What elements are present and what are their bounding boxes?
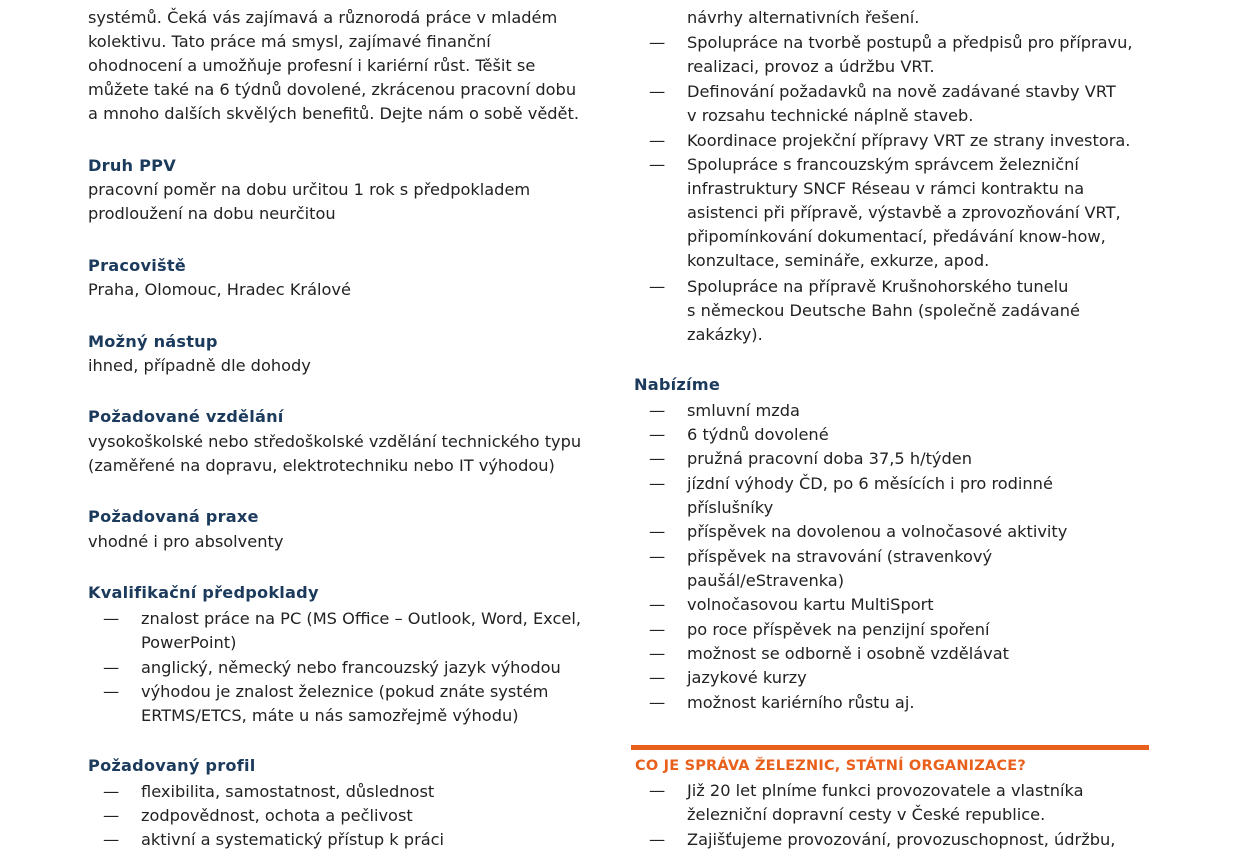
dash-bullet: — (649, 277, 666, 296)
dash-bullet: — (649, 595, 666, 614)
nastup-value: ihned, případně dle dohody (88, 356, 311, 375)
praxe-value: vhodné i pro absolventy (88, 532, 284, 551)
kvalifikace-heading: Kvalifikační předpoklady (88, 583, 319, 602)
dash-bullet: — (649, 522, 666, 541)
dash-bullet: — (103, 830, 120, 849)
dash-bullet: — (103, 806, 120, 825)
intro-line: můžete také na 6 týdnů dovolené, zkrácenou pracovní dobu (88, 80, 577, 99)
druh-ppv-value: prodloužení na dobu neurčitou (88, 204, 336, 223)
druh-ppv-heading: Druh PPV (88, 156, 176, 175)
vzdelani-value: vysokoškolské nebo středoškolské vzdělání technického typu (88, 432, 582, 451)
dash-bullet: — (649, 449, 666, 468)
pracoviste-heading: Pracoviště (88, 256, 186, 275)
intro-line: ohodnocení a umožňuje profesní i kariérní růst. Těšit se (88, 56, 536, 75)
dash-bullet: — (649, 425, 666, 444)
druh-ppv-value: pracovní poměr na dobu určitou 1 rok s předpokladem (88, 180, 531, 199)
vzdelani-value: (zaměřené na dopravu, elektrotechniku nebo IT výhodou) (88, 456, 555, 475)
pracoviste-value: Praha, Olomouc, Hradec Králové (88, 280, 351, 299)
nastup-heading: Možný nástup (88, 332, 218, 351)
dash-bullet: — (649, 401, 666, 420)
co-je-heading: CO JE SPRÁVA ŽELEZNIC, STÁTNÍ ORGANIZACE? (635, 758, 1026, 774)
dash-bullet: — (103, 658, 120, 677)
napln-fragment: návrhy alternativních řešení. (687, 8, 920, 27)
dash-bullet: — (649, 33, 666, 52)
dash-bullet: — (649, 155, 666, 174)
nabizime-heading: Nabízíme (634, 375, 721, 394)
dash-bullet: — (649, 82, 666, 101)
dash-bullet: — (649, 620, 666, 639)
intro-line: kolektivu. Tato práce má smysl, zajímavé finanční (88, 32, 491, 51)
dash-bullet: — (649, 644, 666, 663)
section-divider-rule (631, 745, 1149, 750)
dash-bullet: — (649, 830, 666, 849)
vzdelani-heading: Požadované vzdělání (88, 407, 284, 426)
dash-bullet: — (103, 609, 120, 628)
dash-bullet: — (649, 131, 666, 150)
dash-bullet: — (649, 547, 666, 566)
dash-bullet: — (103, 782, 120, 801)
profil-heading: Požadovaný profil (88, 756, 256, 775)
praxe-heading: Požadovaná praxe (88, 507, 259, 526)
intro-line: a mnoho dalších skvělých benefitů. Dejte nám o sobě vědět. (88, 104, 580, 123)
dash-bullet: — (649, 693, 666, 712)
dash-bullet: — (649, 474, 666, 493)
dash-bullet: — (649, 781, 666, 800)
dash-bullet: — (103, 682, 120, 701)
intro-line: systémů. Čeká vás zajímavá a různorodá práce v mladém (88, 8, 558, 27)
dash-bullet: — (649, 668, 666, 687)
